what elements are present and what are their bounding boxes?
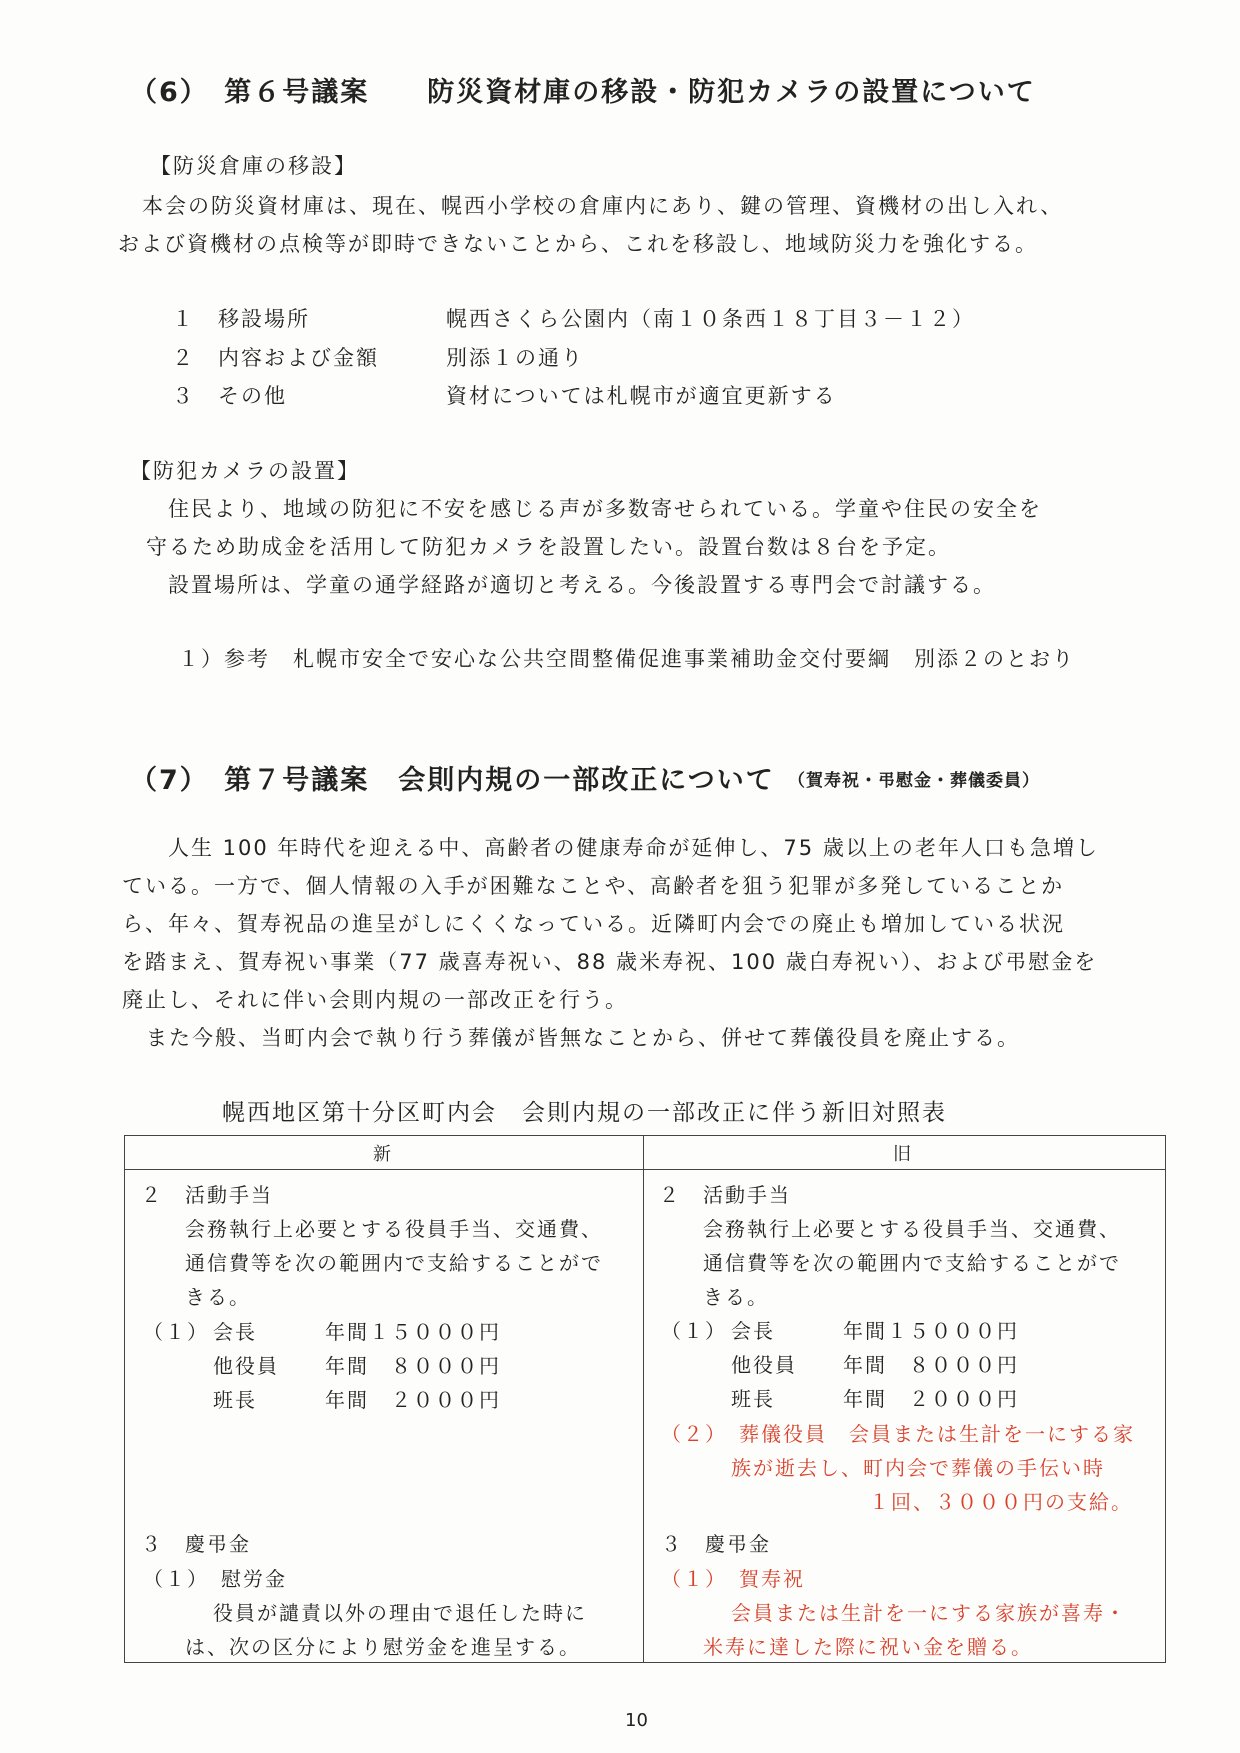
old-row-role: 班長 (731, 1387, 775, 1411)
item-label: 内容および金額 (218, 346, 379, 370)
old-section2-line: 通信費等を次の範囲内で支給することがで (703, 1251, 1121, 1275)
paragraph-line: ている。一方で、個人情報の入手が困難なことや、高齢者を狙う犯罪が多発していることか (122, 874, 1065, 898)
item-number: ２ (172, 346, 195, 370)
item-number: ３ (172, 384, 195, 408)
header-divider (125, 1169, 1165, 1170)
old-removed-celebration-item: （１） 賀寿祝 (661, 1567, 805, 1591)
old-row-amount: 年間１５０００円 (843, 1319, 1019, 1343)
old-section2-line: 会務執行上必要とする役員手当、交通費、 (703, 1217, 1121, 1241)
old-removed-celebration-line: 米寿に達した際に祝い金を贈る。 (703, 1635, 1033, 1659)
column-divider (643, 1136, 644, 1662)
paragraph-line: 設置場所は、学童の通学経路が適切と考える。今後設置する専門会で討議する。 (168, 573, 996, 597)
reference-note: １）参考 札幌市安全で安心な公共空間整備促進事業補助金交付要綱 別添２のとおり (178, 647, 1075, 671)
new-row-prefix: （１） (143, 1320, 209, 1344)
new-row-role: 班長 (213, 1388, 257, 1412)
new-row-role: 会長 (213, 1320, 257, 1344)
new-section2-title: ２ 活動手当 (141, 1183, 273, 1207)
new-section2-line: 会務執行上必要とする役員手当、交通費、 (185, 1217, 603, 1241)
new-row-amount: 年間１５０００円 (325, 1320, 501, 1344)
item-value: 別添１の通り (446, 346, 584, 370)
old-row-role: 他役員 (731, 1353, 797, 1377)
new-row-amount: 年間 ２０００円 (325, 1388, 501, 1412)
item-label: 移設場所 (218, 307, 310, 331)
old-removed-celebration-line: 会員または生計を一にする家族が喜寿・ (731, 1601, 1127, 1625)
old-removed-funeral-line: １回、３０００円の支給。 (869, 1490, 1133, 1514)
new-section2-line: きる。 (185, 1285, 251, 1309)
item-value: 資材については札幌市が適宜更新する (446, 384, 837, 408)
old-section2-line: きる。 (703, 1285, 769, 1309)
comparison-table (124, 1135, 1166, 1663)
header-new: 新 (373, 1144, 391, 1165)
paragraph-line: また今般、当町内会で執り行う葬儀が皆無なことから、併せて葬儀役員を廃止する。 (146, 1026, 1020, 1050)
new-section2-line: 通信費等を次の範囲内で支給することがで (185, 1251, 603, 1275)
paragraph-line: および資機材の点検等が即時できないことから、これを移設し、地域防災力を強化する。 (118, 232, 1038, 256)
old-row-prefix: （１） (661, 1319, 727, 1343)
old-section3-title: ３ 慶弔金 (661, 1532, 771, 1556)
new-section3-line: は、次の区分により慰労金を進呈する。 (185, 1635, 581, 1659)
old-row-amount: 年間 ８０００円 (843, 1353, 1019, 1377)
new-row-amount: 年間 ８０００円 (325, 1354, 501, 1378)
new-row-role: 他役員 (213, 1354, 279, 1378)
paragraph-line: ら、年々、賀寿祝品の進呈がしにくくなっている。近隣町内会での廃止も増加している状況 (122, 912, 1065, 936)
paragraph-line: を踏まえ、賀寿祝い事業（77 歳喜寿祝い、88 歳米寿祝、100 歳白寿祝い）、および弔慰金を (122, 950, 1098, 974)
item-value: 幌西さくら公園内（南１０条西１８丁目３－１２） (446, 307, 975, 331)
header-old: 旧 (893, 1144, 911, 1165)
paragraph-line: 住民より、地域の防犯に不安を感じる声が多数寄せられている。学童や住民の安全を (168, 497, 1042, 521)
paragraph-line: 廃止し、それに伴い会則内規の一部改正を行う。 (122, 988, 628, 1012)
paragraph-line: 人生 100 年時代を迎える中、高齢者の健康寿命が延伸し、75 歳以上の老年人口も急増し (168, 836, 1099, 860)
item-number: １ (172, 307, 195, 331)
subsection-title-warehouse: 【防災倉庫の移設】 (150, 154, 357, 178)
old-row-amount: 年間 ２０００円 (843, 1387, 1019, 1411)
new-section3-title: ３ 慶弔金 (141, 1532, 251, 1556)
section7-heading-note: （賀寿祝・弔慰金・葬儀委員） (788, 771, 1040, 791)
old-row-role: 会長 (731, 1319, 775, 1343)
paragraph-line: 本会の防災資材庫は、現在、幌西小学校の倉庫内にあり、鍵の管理、資機材の出し入れ、 (142, 194, 1064, 218)
old-removed-funeral-line: （２） 葬儀役員 会員または生計を一にする家 (661, 1422, 1135, 1446)
section7-heading: （7） 第７号議案 会則内規の一部改正について (130, 765, 775, 796)
old-removed-funeral-line: 族が逝去し、町内会で葬儀の手伝い時 (731, 1456, 1105, 1480)
page-number: 10 (625, 1710, 648, 1731)
new-section3-line: 役員が譴責以外の理由で退任した時に (213, 1601, 587, 1625)
old-section2-title: ２ 活動手当 (659, 1183, 791, 1207)
section6-heading: （6） 第６号議案 防災資材庫の移設・防犯カメラの設置について (130, 77, 1036, 108)
paragraph-line: 守るため助成金を活用して防犯カメラを設置したい。設置台数は８台を予定。 (146, 535, 951, 559)
table-title: 幌西地区第十分区町内会 会則内規の一部改正に伴う新旧対照表 (222, 1100, 947, 1126)
item-label: その他 (218, 384, 287, 408)
new-section3-item: （１） 慰労金 (143, 1567, 287, 1591)
subsection-title-camera: 【防犯カメラの設置】 (130, 459, 360, 483)
